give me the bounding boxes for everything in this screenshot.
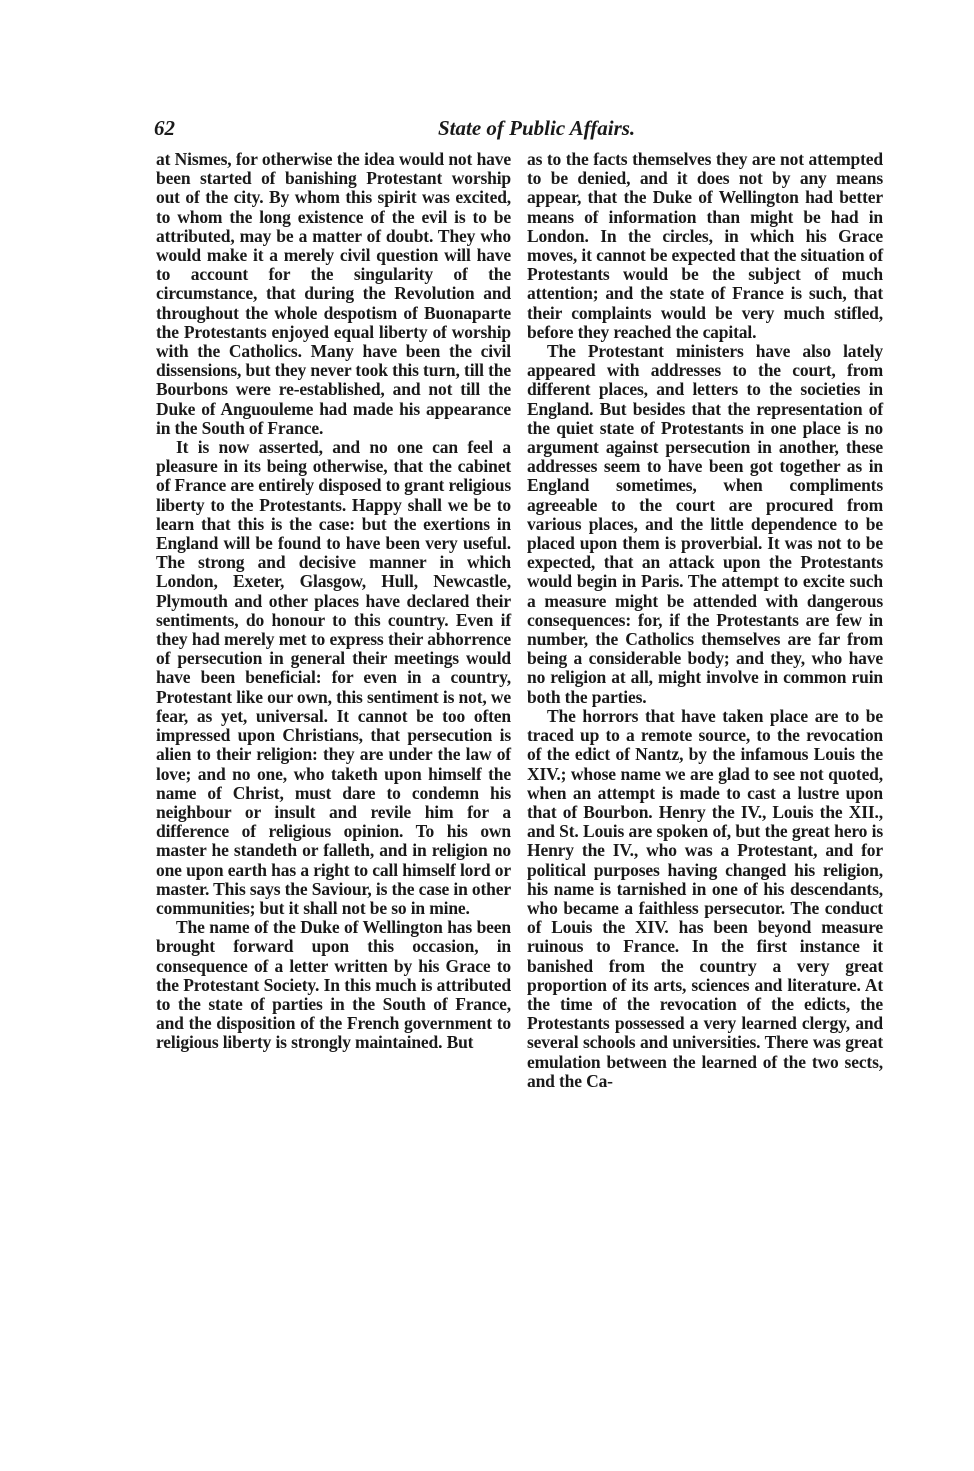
paragraph: The name of the Duke of Wellington has been brought forward upon this occasion, in consequence of a letter written by his Grace to the Protestant Society. In this much is attributed to the state of parties in the South of France, and the disposition of the French government to religious liberty is strongly maintained. But (156, 917, 511, 1053)
page-number: 62 (154, 116, 175, 140)
page-header (148, 116, 888, 144)
right-column (527, 150, 883, 1091)
paragraph: as to the facts themselves they are not attempted to be denied, and it does not by any means appear, that the Duke of Wellington had better means of information than might be had in London. In the circles, in which his Grace moves, it cannot be expected that the situation of Protestants would be the subject of much attention; and the state of France is such, that their complaints would be very much stifled, before they reached the capital. (527, 149, 883, 342)
running-title: State of Public Affairs. (438, 116, 636, 140)
paragraph: The Protestant ministers have also lately appeared with addresses to the court, from different places, and letters to the societies in England. But besides that the representation of the quiet state of Protestants in one place is no argument against persecution in another, these addresses seem to have been got together as in England sometimes, when compliments agreeable to the court are procured from various places, and the little dependence to be placed upon them is proverbial. It was not to be expected, that an attack upon the Protestants would begin in Paris. The attempt to excite such a measure might be attended with dangerous consequences: for, if the Protestants are few in number, the Catholics themselves are far from being a considerable body; and they, who have no religion at all, might involve in common ruin both the parties. (527, 341, 883, 707)
paragraph: The horrors that have taken place are to be traced up to a remote source, to the revocation of the edict of Nantz, by the infamous Louis the XIV.; whose name we are glad to see not quoted, when an attempt is made to cast a lustre upon that of Bourbon. Henry the IV., Louis the XII., and St. Louis are spoken of, but the great hero is Henry the IV., who was a Protestant, and for political purposes having changed his religion, his name is tarnished in one of his descendants, who became a faithless persecutor. The conduct of Louis the XIV. has been beyond measure ruinous to France. In the first instance it banished from the country a very great proportion of its arts, sciences and literature. At the time of the revocation of the edicts, the Protestants possessed a very learned clergy, and several schools and universities. There was great emulation between the learned of the two sects, and the Ca- (527, 705, 883, 1091)
paragraph: It is now asserted, and no one can feel a pleasure in its being otherwise, that the cabinet of France are entirely disposed to grant religious liberty to the Protestants. Happy shall we be to learn that this is the case: but the exertions in England will be found to have been very useful. The strong and decisive manner in which London, Exeter, Glasgow, Hull, Newcastle, Plymouth and other places have declared their sentiments, do honour to this country. Even if they had merely met to express their abhorrence of persecution in general their meetings would have been beneficial: for even in a country, Protestant like our own, this sentiment is not, we fear, as yet, universal. It cannot be too often impressed upon Christians, that persecution is alien to their religion: they are under the law of love; and no one, who taketh upon himself the name of Christ, must dare to condemn his neighbour or insult and revile him for a difference of religious opinion. To his own master he standeth or falleth, and in religion no one upon earth has a right to call himself lord or master. This says the Saviour, is the case in other communities; but it shall not be so in mine. (156, 437, 511, 918)
left-column (156, 150, 511, 1053)
paragraph: at Nismes, for otherwise the idea would not have been started of banishing Protestant worship out of the city. By whom this spirit was excited, to whom the long existence of the evil is to be attributed, may be a matter of doubt. They who would make it a merely civil question will have to account for the singularity of the circumstance, that during the Revolution and throughout the whole despotism of Buonaparte the Protestants enjoyed equal liberty of worship with the Catholics. Many have been the civil dissensions, but they never took this turn, till the Bourbons were re-established, and not till the Duke of Anguouleme had made his appearance in the South of France. (156, 149, 511, 438)
